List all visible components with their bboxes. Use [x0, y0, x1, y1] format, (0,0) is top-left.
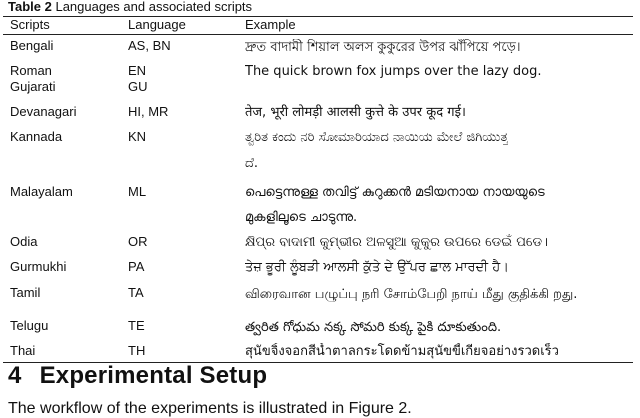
- cell-example: விரைவான பழுப்பு நரி சோம்பேறி நாய் மீது குதிக்கி றது.: [245, 287, 578, 302]
- section-heading: [8, 362, 267, 390]
- table-caption-label: Table 2: [8, 0, 52, 14]
- cell-language: EN: [128, 63, 147, 78]
- cell-example: മുകളിലൂടെ ചാടുന്നു.: [245, 210, 358, 225]
- cell-language: GU: [128, 79, 148, 94]
- cell-language: TA: [128, 285, 144, 300]
- section-number: 4: [8, 362, 22, 389]
- cell-script: Bengali: [10, 38, 54, 53]
- cell-example: ਤੇਜ਼ ਭੂਰੀ ਲੂੰਬੜੀ ਆਲਸੀ ਕੁੱਤੇ ਦੇ ਉੱਪਰ ਛਾਲ ਮਾਰਦੀ ਹੈ।: [245, 260, 509, 275]
- section-title: Experimental Setup: [39, 362, 268, 389]
- cell-example: ದೆ.: [245, 156, 259, 171]
- cell-example: പെട്ടെന്നുള്ള തവിട്ട് കുറുക്കൻ മടിയനായ നായയുടെ: [245, 185, 545, 200]
- cell-language: PA: [128, 259, 145, 274]
- cell-language: OR: [128, 234, 148, 249]
- cell-script: Gurmukhi: [10, 259, 67, 274]
- cell-script: Kannada: [10, 129, 63, 144]
- cell-example: త్వరిత గోధుమ నక్క సోమరి కుక్క పైకి దూకుతుంది.: [245, 320, 502, 335]
- cell-script: Tamil: [10, 285, 41, 300]
- cell-example: तेज, भूरी लोमड़ी आलसी कुत्ते के उपर कूद गई।: [245, 105, 466, 120]
- cell-script: Devanagari: [10, 104, 77, 119]
- cell-example: ತ್ವರಿತ ಕಂದು ನರಿ ಸೋಮಾರಿಯಾದ ನಾಯಿಯ ಮೇಲೆ ಜಿಗಿಯುತ್ತ: [245, 130, 509, 145]
- cell-example: দ্রুত বাদামী শিয়াল অলস কুকুরের উপর ঝাঁপিয়ে পড়ে।: [245, 40, 521, 55]
- table-caption: [8, 0, 252, 14]
- cell-language: ML: [128, 184, 147, 199]
- cell-language: AS, BN: [128, 38, 171, 53]
- header-scripts: Scripts: [10, 17, 50, 32]
- cell-example: କ୍ଷିପ୍ର ବାଦାମୀ କୁମ୍ଭୀର ଅଳସୁଆ କୁକୁର ଉପରେ ଡେଇଁ ପଡେ।: [245, 235, 548, 250]
- cell-script: Roman: [10, 63, 52, 78]
- cell-script: Gujarati: [10, 79, 56, 94]
- cell-language: TE: [128, 318, 145, 333]
- table-top-rule: [3, 16, 633, 17]
- header-example: Example: [245, 17, 296, 32]
- cell-example: สุนัขจิ้งจอกสีน้ำตาลกระโดดข้ามสุนัขขี้เกียจอย่างรวดเร็ว: [245, 344, 559, 359]
- cell-script: Telugu: [10, 318, 49, 333]
- table-caption-text: Languages and associated scripts: [55, 0, 253, 14]
- cell-language: TH: [128, 343, 146, 358]
- table-header-rule: [3, 34, 633, 35]
- cell-language: HI, MR: [128, 104, 169, 119]
- header-language: Language: [128, 17, 186, 32]
- body-paragraph: The workflow of the experiments is illustrated in Figure 2.: [8, 400, 412, 417]
- cell-script: Malayalam: [10, 184, 73, 199]
- cell-script: Odia: [10, 234, 38, 249]
- cell-example: The quick brown fox jumps over the lazy dog.: [245, 64, 542, 79]
- cell-language: KN: [128, 129, 147, 144]
- cell-script: Thai: [10, 343, 36, 358]
